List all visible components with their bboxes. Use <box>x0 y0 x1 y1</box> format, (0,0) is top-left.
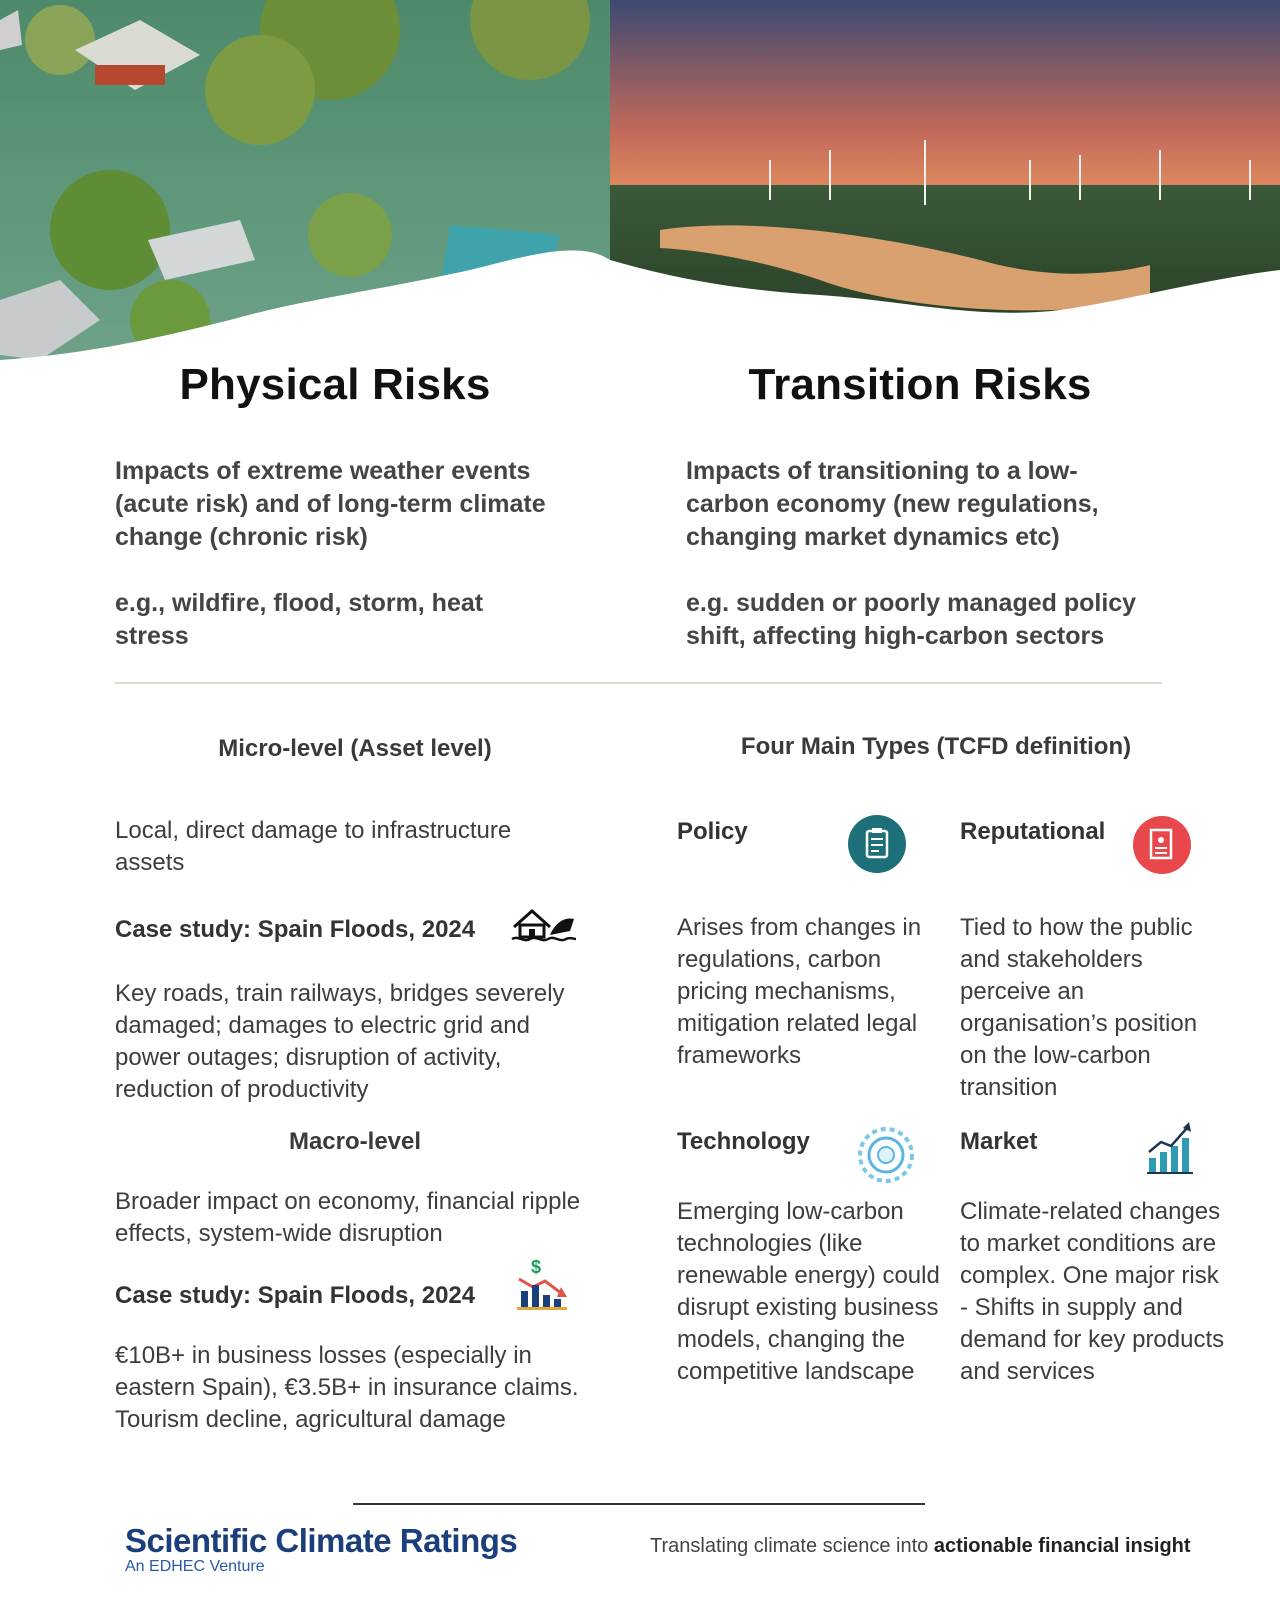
type-text-policy: Arises from changes in regulations, carbon pricing mechanisms, mitigation related legal frameworks <box>677 914 922 1069</box>
transition-intro: Impacts of transitioning to a low-carbon economy (new regulations, changing market dynamics etc) <box>686 457 1099 551</box>
brand-subtitle: An EDHEC Venture <box>125 1558 265 1575</box>
micro-level-heading: Micro-level (Asset level) <box>218 735 492 762</box>
physical-examples: e.g., wildfire, flood, storm, heat stress <box>115 589 484 650</box>
footer-rule <box>353 1503 925 1505</box>
physical-risks-title: Physical Risks <box>179 360 491 409</box>
bar-chart-icon <box>1145 1118 1197 1176</box>
flooded-house-icon <box>510 905 578 945</box>
section-divider <box>115 682 1162 684</box>
finance-chart-icon <box>515 1255 571 1311</box>
four-types-heading: Four Main Types (TCFD definition) <box>740 733 1132 760</box>
type-label-market: Market <box>960 1128 1038 1155</box>
macro-level-text: Broader impact on economy, financial ripple effects, system-wide disruption <box>115 1188 581 1247</box>
clipboard-icon <box>848 815 906 873</box>
tagline-bold: actionable financial insight <box>933 1535 1191 1557</box>
physical-intro: Impacts of extreme weather events (acute risk) and of long-term climate change (chronic risk) <box>115 457 546 551</box>
type-label-policy: Policy <box>677 818 748 845</box>
type-label-reputational: Reputational <box>960 818 1106 845</box>
type-text-market: Climate-related changes to market conditions are complex. One major risk - Shifts in supply and demand for key products and services <box>960 1198 1225 1385</box>
type-text-reputational: Tied to how the public and stakeholders perceive an organisation’s position on the low-carbon transition <box>960 914 1198 1101</box>
hero-banner <box>0 0 1280 380</box>
type-text-technology: Emerging low-carbon technologies (like renewable energy) could disrupt existing business models, changing the competitive landscape <box>677 1198 940 1385</box>
footer-tagline <box>650 1535 1191 1558</box>
case-study-2-label: Case study: Spain Floods, 2024 <box>115 1282 476 1309</box>
document-icon <box>1133 816 1191 874</box>
tagline-prefix: Translating climate science into <box>650 1535 934 1557</box>
micro-level-text: Local, direct damage to infrastructure assets <box>115 817 512 876</box>
transition-examples: e.g. sudden or poorly managed policy shift, affecting high-carbon sectors <box>686 589 1137 650</box>
case-study-1-text: Key roads, train railways, bridges severely damaged; damages to electric grid and power outages; disruption of activity, reduction of productivity <box>115 980 565 1103</box>
case-study-1-label: Case study: Spain Floods, 2024 <box>115 916 476 943</box>
case-study-2-text: €10B+ in business losses (especially in eastern Spain), €3.5B+ in insurance claims. Tourism decline, agricultural damage <box>115 1342 579 1433</box>
brand-logo-text: Scientific Climate Ratings <box>125 1522 518 1559</box>
type-label-technology: Technology <box>677 1128 810 1155</box>
macro-level-heading: Macro-level <box>288 1128 422 1155</box>
transition-risks-title: Transition Risks <box>748 360 1092 409</box>
svg-text:$: $ <box>531 1257 542 1277</box>
gear-icon <box>856 1125 916 1185</box>
